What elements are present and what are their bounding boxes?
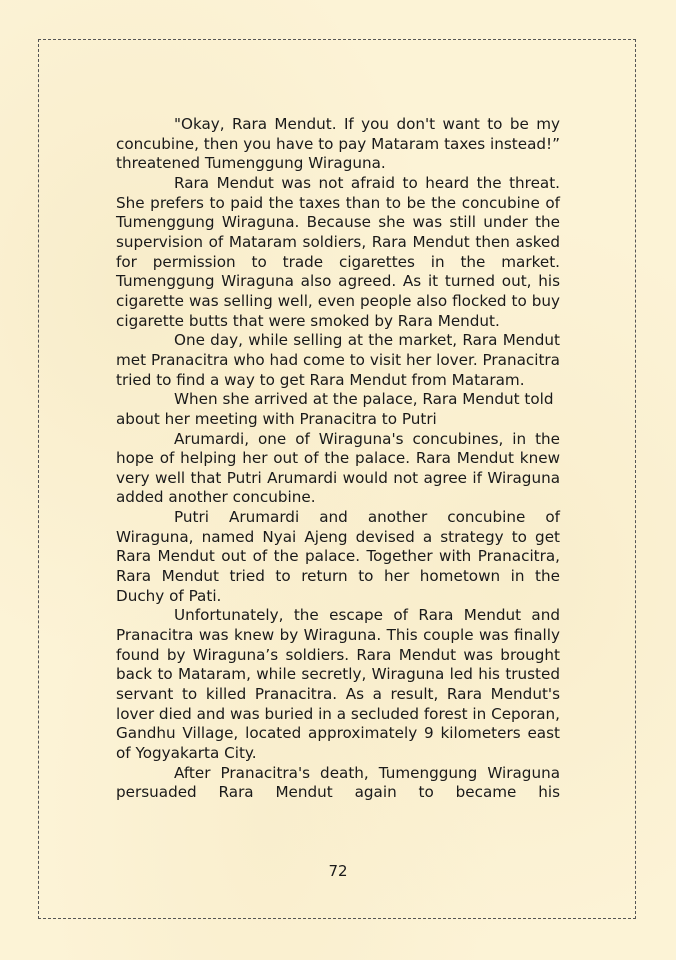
- paragraph-1: "Okay, Rara Mendut. If you don't want to be my concubine, then you have to pay Mataram taxes instead!” threatened Tumenggung Wiraguna.: [116, 115, 560, 173]
- paragraph-4: When she arrived at the palace, Rara Mendut told about her meeting with Pranacitra to Putri: [116, 390, 554, 428]
- page-number: 72: [328, 862, 348, 880]
- paragraph-3: One day, while selling at the market, Rara Mendut met Pranacitra who had come to visit her lover. Pranacitra tried to find a way to get Rara Mendut from Mataram.: [116, 331, 560, 389]
- story-text: [116, 115, 560, 803]
- paragraph-2: Rara Mendut was not afraid to heard the threat. She prefers to paid the taxes than to be the concubine of Tumenggung Wiraguna. Because she was still under the supervision of Mataram soldiers, Rara Mendut then asked for permission to trade cigarettes in the market. Tumenggung Wiraguna also agreed. As it turned out, his cigarette was selling well, even people also flocked to buy cigarette butts that were smoked by Rara Mendut.: [116, 173, 560, 330]
- paragraph-7: Unfortunately, the escape of Rara Mendut and Pranacitra was knew by Wiraguna. This couple was finally found by Wiraguna’s soldiers. Rara Mendut was brought back to Mataram, while secretly, Wiraguna led his trusted servant to killed Pranacitra. As a result, Rara Mendut's lover died and was buried in a secluded forest in Ceporan, Gandhu Village, located approximately 9 kilometers east of Yogyakarta City.: [116, 606, 560, 762]
- paragraph-8: After Pranacitra's death, Tumenggung Wiraguna persuaded Rara Mendut again to became his: [116, 763, 560, 802]
- paragraph-6: Putri Arumardi and another concubine of Wiraguna, named Nyai Ajeng devised a strategy to get Rara Mendut out of the palace. Together with Pranacitra, Rara Mendut tried to return to her hometown in the Duchy of Pati.: [116, 508, 560, 605]
- paragraph-5: Arumardi, one of Wiraguna's concubines, in the hope of helping her out of the palace. Rara Mendut knew very well that Putri Arumardi would not agree if Wiraguna added another concubine.: [116, 429, 560, 507]
